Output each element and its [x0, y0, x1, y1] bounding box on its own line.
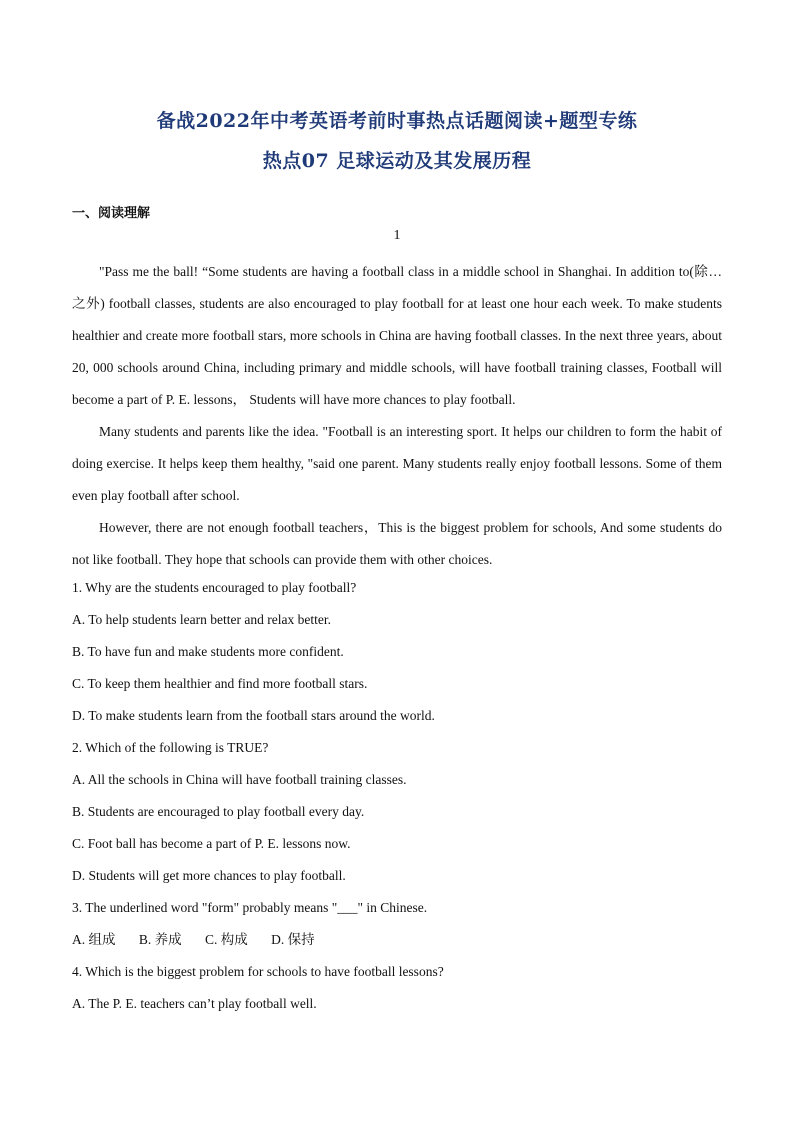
question-1-option-b: B. To have fun and make students more confident. [72, 644, 344, 659]
reading-passage [72, 256, 722, 576]
question-3-option-d: D. 保持 [271, 932, 315, 947]
document-subtitle: 热点07 足球运动及其发展历程 [262, 150, 532, 172]
passage-paragraph: However, there are not enough football teachers，This is the biggest problem for schools, And some students do not like football. They hope that schools can provide them with other choices. [72, 520, 722, 567]
passage-paragraph: Many students and parents like the idea. "Football is an interesting sport. It helps our children to form the habit of doing exercise. It helps keep them healthy, "said one parent. Many students really enjoy football lessons. Some of them even play football after school. [72, 424, 722, 503]
question-3-option-c: C. 构成 [205, 932, 248, 947]
question-1-stem: 1. Why are the students encouraged to play football? [72, 580, 357, 595]
document-title: 备战2022年中考英语考前时事热点话题阅读+题型专练 [156, 110, 638, 132]
question-1-option-c: C. To keep them healthier and find more football stars. [72, 676, 368, 691]
question-4-stem: 4. Which is the biggest problem for schools to have football lessons? [72, 964, 444, 979]
question-3-options [72, 924, 722, 956]
question-2-option-b: B. Students are encouraged to play football every day. [72, 804, 365, 819]
question-1-option-a: A. To help students learn better and relax better. [72, 612, 331, 627]
question-3-stem: 3. The underlined word "form" probably means "___" in Chinese. [72, 900, 428, 915]
passage-number: 1 [393, 228, 401, 243]
question-1-option-d: D. To make students learn from the football stars around the world. [72, 708, 435, 723]
question-3-option-a: A. 组成 [72, 932, 116, 947]
passage-paragraph: "Pass me the ball! “Some students are having a football class in a middle school in Shanghai. In addition to(除…之外) football classes, students are also encouraged to play football for at least one hour each week. To make students healthier and create more football stars, more schools in China are having football classes. In the next three years, about 20, 000 schools around China, including primary and middle schools, will have football training classes, Football will become a part of P. E. lessons， Students will have more chances to play football. [72, 264, 722, 407]
question-4-option-a: A. The P. E. teachers can’t play football well. [72, 996, 317, 1011]
question-3-option-b: B. 养成 [138, 932, 182, 947]
question-2-option-a: A. All the schools in China will have football training classes. [72, 772, 407, 787]
question-2-option-c: C. Foot ball has become a part of P. E. lessons now. [72, 836, 351, 851]
question-2-stem: 2. Which of the following is TRUE? [72, 740, 269, 755]
section-heading: 一、阅读理解 [72, 206, 151, 221]
question-2-option-d: D. Students will get more chances to play football. [72, 868, 346, 883]
question-list [72, 572, 722, 1020]
